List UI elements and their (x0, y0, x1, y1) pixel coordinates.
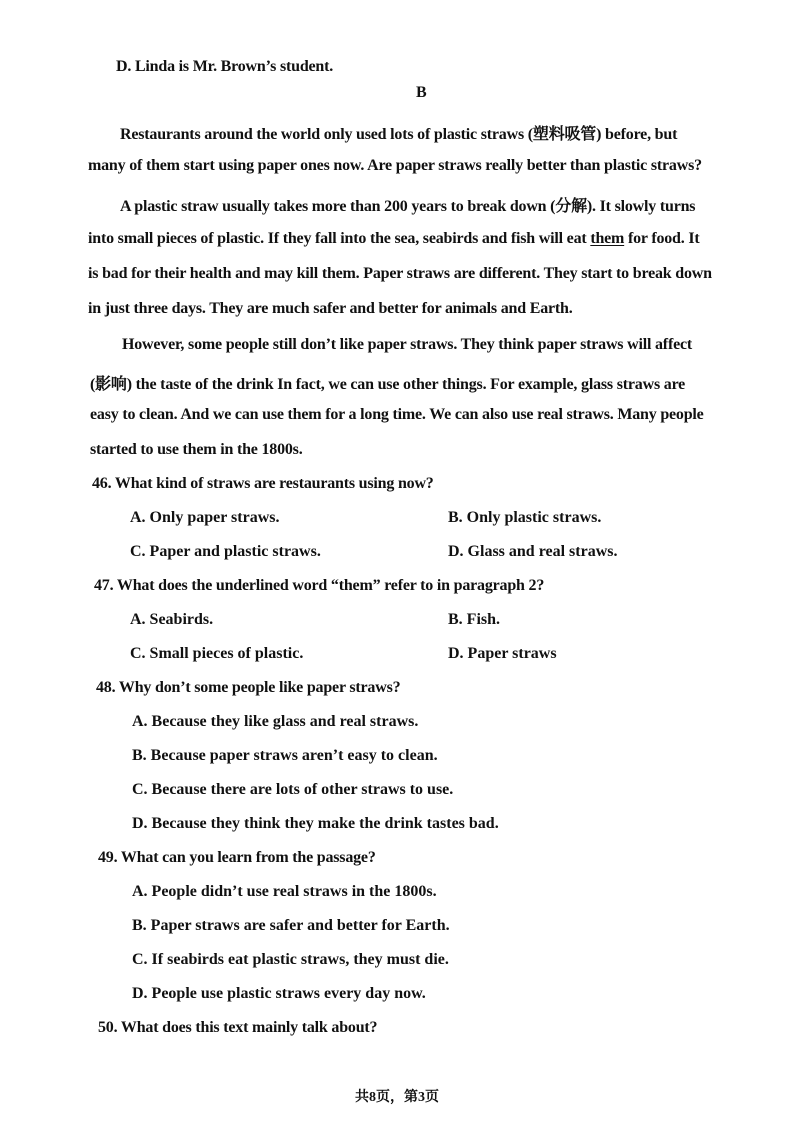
option-c[interactable]: C. If seabirds eat plastic straws, they must die. (132, 951, 449, 968)
option-a[interactable]: A. People didn’t use real straws in the 1800s. (132, 883, 437, 900)
passage-text: for food. It (624, 230, 700, 247)
question-stem: 46. What kind of straws are restaurants using now? (92, 475, 434, 492)
passage-line: However, some people still don’t like paper straws. They think paper straws will affect (122, 336, 692, 353)
question-stem: 48. Why don’t some people like paper straws? (96, 679, 401, 696)
underlined-word-them: them (590, 230, 625, 247)
option-d[interactable]: D. Paper straws (448, 645, 557, 662)
option-a[interactable]: A. Only paper straws. (130, 509, 280, 526)
passage-line: started to use them in the 1800s. (90, 441, 303, 458)
option-d[interactable]: D. People use plastic straws every day now. (132, 985, 426, 1002)
question-stem: 50. What does this text mainly talk about? (98, 1019, 378, 1036)
option-b[interactable]: B. Paper straws are safer and better for Earth. (132, 917, 450, 934)
option-d[interactable]: D. Because they think they make the drink tastes bad. (132, 815, 499, 832)
option-c[interactable]: C. Paper and plastic straws. (130, 543, 321, 560)
option-d[interactable]: D. Glass and real straws. (448, 543, 618, 560)
passage-line: in just three days. They are much safer and better for animals and Earth. (88, 300, 573, 317)
passage-line: A plastic straw usually takes more than 200 years to break down (分解). It slowly turns (120, 198, 696, 215)
passage-line: is bad for their health and may kill them. Paper straws are different. They start to break down (88, 265, 712, 282)
passage-line: easy to clean. And we can use them for a long time. We can also use real straws. Many people (90, 406, 704, 423)
passage-text: into small pieces of plastic. If they fall into the sea, seabirds and fish will eat (88, 230, 591, 247)
question-stem: 47. What does the underlined word “them” refer to in paragraph 2? (94, 577, 545, 594)
option-c[interactable]: C. Small pieces of plastic. (130, 645, 304, 662)
option-b[interactable]: B. Fish. (448, 611, 501, 628)
passage-line: (影响) the taste of the drink In fact, we can use other things. For example, glass straws are (90, 376, 686, 393)
prev-question-option-d: D. Linda is Mr. Brown’s student. (116, 58, 334, 75)
option-a[interactable]: A. Because they like glass and real straws. (132, 713, 419, 730)
passage-line: many of them start using paper ones now. Are paper straws really better than plastic straws? (88, 157, 702, 174)
option-c[interactable]: C. Because there are lots of other straws to use. (132, 781, 454, 798)
page-footer: 共8页，第3页 (355, 1090, 439, 1105)
section-heading: B (416, 84, 427, 101)
option-b[interactable]: B. Only plastic straws. (448, 509, 602, 526)
passage-line (88, 230, 700, 248)
option-b[interactable]: B. Because paper straws aren’t easy to clean. (132, 747, 438, 764)
option-a[interactable]: A. Seabirds. (130, 611, 214, 628)
passage-line: Restaurants around the world only used lots of plastic straws (塑料吸管) before, but (120, 126, 678, 143)
question-stem: 49. What can you learn from the passage? (98, 849, 376, 866)
